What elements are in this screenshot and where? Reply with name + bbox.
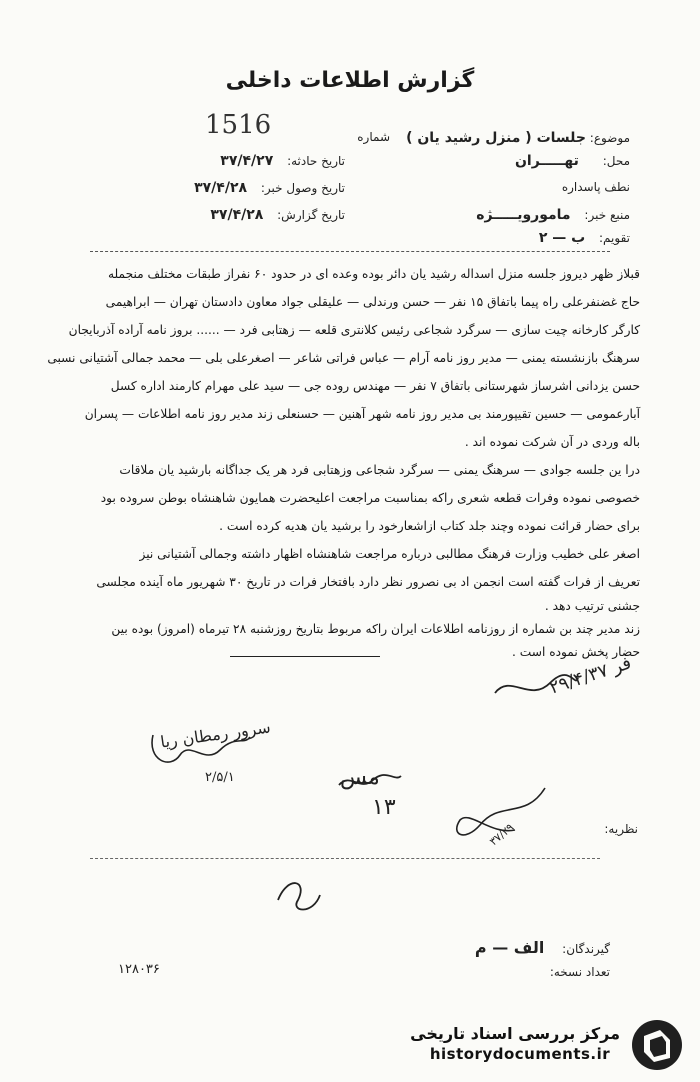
copies-label: تعداد نسخه: — [549, 965, 610, 979]
document-title: گزارش اطلاعات داخلی — [225, 68, 475, 93]
recipients-label: گیرندگان: — [562, 942, 610, 956]
watermark-persian: مرکز بررسی اسناد تاریخی — [410, 1024, 620, 1043]
evaluation-value: ب — ۲ — [538, 230, 586, 246]
body-line: برای حضار قرائت نموده وچند جلد کتاب ازاشعارخود را برشید یان هدیه کرده است . — [219, 519, 640, 533]
evaluation-row — [539, 230, 630, 246]
body-line: سرهنگ بازنشسته یمنی — مدیر روز نامه آرام — عباس فراتی شاعر — اصغرعلی بلی — محمد جمالی آشتیانی نسبی — [47, 351, 640, 365]
signature-4 — [268, 870, 328, 920]
copies-value: ۱۲۸۰۳۶ — [118, 962, 160, 977]
handwritten-number: ۱۳ — [372, 795, 396, 820]
footer-separator — [90, 858, 600, 859]
body-line: اصغر علی خطیب وزارت فرهنگ مطالبی درباره مراجعت شاهنشاه اظهار داشته وجمالی آشتیانی نیز — [139, 547, 640, 561]
handwritten-note-center: مس — [340, 765, 380, 790]
closing-underline — [230, 656, 380, 657]
report-date-row — [210, 207, 345, 223]
handwritten-date-note: فر ۲۹/۴/۳۷ — [546, 652, 634, 699]
body-line: کارگر کارخانه چیت سازی — سرگرد شجاعی رئیس کلانتری قلعه — زهتابی فرد — ...... بروز نامه آراده آذربایجان — [68, 323, 640, 337]
place-value: تهـــــران — [514, 153, 579, 169]
document-number: 1516 — [205, 110, 272, 140]
header-separator — [90, 251, 610, 252]
place-row — [515, 153, 630, 169]
body-line: حسن یزدانی اشرساز شهرستانی باتفاق ۷ نفر — مهندس روده جی — سید علی مهرام کارمند اداره کسل — [110, 379, 640, 393]
receipt-date-row — [194, 180, 345, 196]
subject-value: جلسات ( منزل رشید یان ) — [406, 130, 586, 146]
place-label: محل: — [602, 154, 630, 168]
receipt-date-label: تاریخ وصول خبر: — [260, 181, 345, 195]
source-row — [476, 207, 630, 223]
opinion-label: نظریه: — [604, 822, 638, 836]
body-line: حاج غضنفرعلی راه پیما باتفاق ۱۵ نفر — حسن ورندلی — علیقلی جواد معاون دادستان تهران — ابراهیمی — [105, 295, 640, 309]
watermark-url: historydocuments.ir — [429, 1045, 611, 1063]
receipt-date-value: ۳۷/۴/۲۸ — [194, 180, 248, 196]
handwritten-signature-text: سرور رمطان ریا — [159, 717, 272, 752]
recipients-value: الف — م — [474, 938, 545, 957]
body-line: درا ین جلسه جوادی — سرهنگ یمنی — سرگرد شجاعی وزهتابی فرد هر یک جداگانه بارشید یان ملاقات — [119, 463, 640, 477]
body-line: قبلاز ظهر دیروز جلسه منزل اسداله رشید یان دائر بوده وعده ای در حدود ۶۰ نفراز طبقات مختلف منجمله — [107, 267, 640, 281]
report-date-label: تاریخ گزارش: — [277, 208, 345, 222]
body-line: حضار پخش نموده است . — [512, 645, 640, 659]
evaluation-label: تقویم: — [599, 231, 630, 245]
handwritten-flourish — [490, 668, 580, 708]
source-value: مامورویـــــژه — [476, 207, 571, 223]
handwritten-initial-date: ۲/۵/۱ — [205, 770, 235, 785]
case-label: نطف پاسداره — [561, 180, 630, 194]
source-label: منبع خبر: — [584, 208, 630, 222]
body-line: تعریف از فرات گفته است انجمن اد بی نصرور نظر دارد بافتخار فرات در تاریخ ۳۰ شهریور ماه آینده مجلسی — [96, 575, 640, 589]
signature-date: ۳۷/۲۹ — [487, 820, 517, 849]
body-line: زند مدیر چند بن شماره از روزنامه اطلاعات ایران راکه مربوط بتاریخ روزشنبه ۲۸ تیرماه (امروز) بوده بین — [111, 622, 640, 636]
subject-row — [406, 130, 630, 146]
subject-label: موضوع: — [589, 131, 630, 145]
archive-logo-icon — [630, 1018, 684, 1072]
recipients-row — [475, 938, 610, 957]
event-date-label: تاریخ حادثه: — [287, 154, 345, 168]
body-line: باله وردی در آن شرکت نموده اند . — [464, 435, 640, 449]
number-label: شماره — [357, 130, 390, 144]
body-line: آبارعمومی — حسین تقیپورمند بی مدیر روز نامه شهر آهنین — حسنعلی زند مدیر روز نامه اطلاعات — پسران — [84, 407, 640, 421]
watermark — [410, 1024, 620, 1063]
signature-1 — [145, 715, 255, 775]
body-line: جشنی ترتیب دهد . — [544, 599, 640, 613]
signature-2 — [335, 770, 405, 795]
report-date-value: ۳۷/۴/۲۸ — [210, 207, 264, 223]
event-date-row — [220, 153, 345, 169]
event-date-value: ۳۷/۴/۲۷ — [220, 153, 274, 169]
body-line: خصوصی نموده وفرات قطعه شعری راکه بمناسبت مراجعت اعلیحضرت همایون شاهنشاه بوطن سروده بود — [100, 491, 640, 505]
